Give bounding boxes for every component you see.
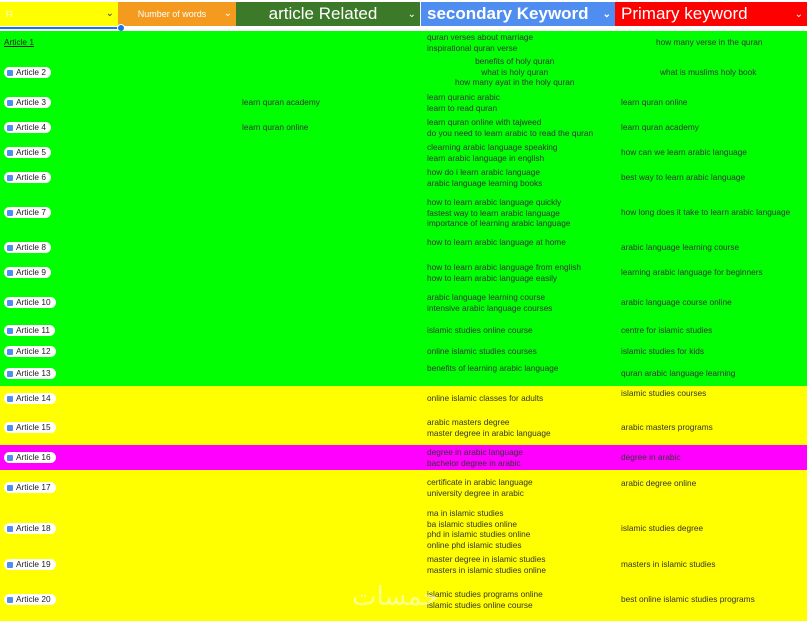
primary-keyword-cell[interactable]: arabic masters programs — [621, 422, 713, 432]
table-row — [0, 260, 807, 285]
table-row — [0, 361, 807, 386]
secondary-keyword: certificate in arabic language — [427, 477, 533, 487]
primary-keyword-cell[interactable]: degree in arabic — [621, 452, 681, 462]
article-chip-label: Article 19 — [16, 559, 51, 569]
table-row — [0, 320, 807, 341]
secondary-keyword-cell[interactable] — [427, 325, 533, 336]
chevron-down-icon[interactable]: ⌄ — [223, 8, 232, 19]
table-row — [0, 552, 807, 577]
table-row — [0, 140, 807, 165]
secondary-keyword-cell[interactable] — [427, 589, 543, 610]
article-chip-label: Article 4 — [16, 122, 46, 132]
table-row — [0, 445, 807, 470]
article-chip-label: Article 16 — [16, 452, 51, 462]
primary-keyword-cell[interactable]: arabic degree online — [621, 478, 697, 488]
secondary-keyword-cell[interactable] — [427, 417, 551, 438]
article-chip[interactable] — [4, 368, 56, 379]
chevron-down-icon[interactable]: ⌄ — [105, 8, 114, 19]
secondary-keyword: phd in islamic studies online — [427, 529, 531, 539]
table-row — [0, 31, 807, 54]
primary-keyword-cell[interactable]: best way to learn arabic language — [621, 172, 746, 182]
article-chip-label: Article 6 — [16, 172, 46, 182]
article-chip[interactable] — [4, 242, 51, 253]
primary-keyword-cell[interactable]: quran arabic language learning — [621, 368, 736, 378]
primary-keyword-cell[interactable]: arabic language learning course — [621, 242, 740, 252]
secondary-keyword: how to learn arabic language quickly — [427, 197, 562, 207]
table-row — [0, 235, 807, 260]
article-chip[interactable] — [4, 97, 51, 108]
article-chip[interactable] — [4, 422, 56, 433]
document-icon — [7, 371, 13, 377]
watermark: خمسات — [352, 582, 439, 612]
article-chip-label: Article 9 — [16, 267, 46, 277]
document-icon — [7, 125, 13, 131]
article-chip-label: Article 8 — [16, 242, 46, 252]
document-icon — [7, 70, 13, 76]
article-chip[interactable] — [4, 346, 56, 357]
related-article-cell[interactable]: learn quran online — [242, 122, 309, 132]
table-row — [0, 285, 807, 320]
secondary-keyword: how to learn arabic language at home — [427, 237, 566, 247]
article-chip-label: Article 3 — [16, 97, 46, 107]
secondary-keyword-cell[interactable] — [427, 363, 558, 374]
article-chip-label: Article 18 — [16, 523, 51, 533]
chevron-down-icon[interactable]: ⌄ — [794, 9, 803, 20]
document-icon — [7, 597, 13, 603]
secondary-keyword: university degree in arabic — [427, 487, 524, 498]
document-icon — [7, 526, 13, 532]
secondary-keyword: ma in islamic studies — [427, 508, 504, 518]
article-chip-label: Article 11 — [16, 325, 50, 335]
primary-keyword-cell[interactable]: islamic studies degree — [621, 523, 704, 533]
article-chip[interactable] — [4, 67, 51, 78]
article-chip[interactable] — [4, 393, 56, 404]
table-row — [0, 470, 807, 505]
table-row — [0, 505, 807, 552]
article-chip-label: Article 12 — [16, 346, 51, 356]
chevron-down-icon[interactable]: ⌄ — [407, 9, 416, 20]
article-chip-label: Article 14 — [16, 393, 51, 403]
secondary-keyword-cell[interactable] — [427, 197, 570, 229]
secondary-keyword: learn to read quran — [427, 102, 498, 113]
article-chip[interactable] — [4, 147, 51, 158]
primary-keyword-cell[interactable]: how many verse in the quran — [656, 37, 763, 47]
document-icon — [7, 245, 13, 251]
table-row — [0, 114, 807, 140]
secondary-keyword: intensive arabic language courses — [427, 302, 553, 313]
secondary-keyword-cell[interactable] — [427, 142, 558, 163]
document-icon — [7, 100, 13, 106]
secondary-keyword: learn quran online with tajweed — [427, 117, 542, 127]
secondary-keyword: online islamic studies courses — [427, 346, 537, 356]
secondary-keyword: online islamic classes for adults — [427, 393, 544, 403]
primary-keyword-cell[interactable]: learning arabic language for beginners — [621, 267, 763, 277]
secondary-keyword: what is holy quran — [481, 66, 549, 77]
article-link[interactable]: Article 1 — [4, 37, 34, 47]
article-chip[interactable] — [4, 207, 51, 218]
secondary-keyword: arabic language learning books — [427, 177, 543, 188]
filter-header-number-of-words[interactable] — [118, 2, 236, 26]
secondary-keyword: masters in islamic studies online — [427, 564, 546, 575]
primary-keyword-cell[interactable]: best online islamic studies programs — [621, 594, 755, 604]
secondary-keyword-cell[interactable] — [427, 32, 533, 53]
document-icon — [7, 328, 13, 334]
secondary-keyword: master degree in arabic language — [427, 427, 551, 438]
header-b-label: Number of words — [137, 9, 207, 19]
document-icon — [7, 485, 13, 491]
primary-keyword-cell[interactable]: islamic studies for kids — [621, 346, 704, 356]
document-icon — [7, 175, 13, 181]
selection-border — [0, 27, 120, 29]
secondary-keyword-cell[interactable] — [427, 92, 500, 113]
secondary-keyword: degree in arabic language — [427, 447, 523, 457]
secondary-keyword: importance of learning arabic language — [427, 218, 571, 228]
secondary-keyword: how many ayat in the holy quran — [455, 77, 575, 87]
secondary-keyword: learn arabic language in english — [427, 152, 545, 163]
secondary-keyword-cell[interactable] — [427, 237, 566, 248]
table-row — [0, 90, 807, 114]
primary-keyword-cell[interactable]: how long does it take to learn arabic language — [621, 207, 791, 217]
secondary-keyword: quran verses about marriage — [427, 32, 534, 42]
document-icon — [7, 455, 13, 461]
document-icon — [7, 210, 13, 216]
article-chip[interactable] — [4, 452, 56, 463]
secondary-keyword: fastest way to learn arabic language — [427, 207, 560, 218]
filter-header-a[interactable] — [0, 2, 118, 26]
secondary-keyword-cell[interactable] — [427, 167, 542, 188]
document-icon — [7, 300, 13, 306]
primary-keyword-cell[interactable]: learn quran online — [621, 97, 688, 107]
header-row — [0, 0, 807, 31]
chevron-down-icon[interactable]: ⌄ — [602, 9, 611, 20]
article-chip-label: Article 20 — [16, 594, 51, 604]
secondary-keyword: islamic studies online course — [427, 325, 533, 335]
secondary-keyword: benefits of holy quran — [475, 56, 555, 66]
primary-keyword-cell[interactable]: what is muslims holy book — [660, 67, 757, 77]
secondary-keyword: do you need to learn arabic to read the quran — [427, 127, 594, 138]
document-icon — [7, 150, 13, 156]
article-chip-label: Article 7 — [16, 207, 46, 217]
secondary-keyword: ba islamic studies online — [427, 518, 517, 529]
secondary-keyword: inspirational quran verse — [427, 42, 518, 53]
article-chip[interactable] — [4, 267, 51, 278]
secondary-keyword-cell[interactable] — [427, 117, 593, 138]
secondary-keyword-cell[interactable] — [427, 477, 533, 498]
article-chip-label: Article 13 — [16, 368, 51, 378]
article-chip-label: Article 10 — [16, 297, 51, 307]
filter-header-secondary-keyword[interactable] — [421, 2, 615, 26]
article-chip[interactable] — [4, 482, 56, 493]
header-d-label: secondary Keyword — [427, 4, 589, 23]
secondary-keyword-cell[interactable] — [427, 262, 581, 283]
primary-keyword-cell[interactable]: masters in islamic studies — [621, 559, 716, 569]
primary-keyword-cell[interactable]: arabic language course online — [621, 297, 732, 307]
document-icon — [7, 425, 13, 431]
secondary-keyword: clearning arabic language speaking — [427, 142, 558, 152]
document-icon — [7, 562, 13, 568]
secondary-keyword: learn quranic arabic — [427, 92, 500, 102]
secondary-keyword: online phd islamic studies — [427, 539, 522, 550]
secondary-keyword-cell[interactable] — [455, 56, 574, 88]
document-icon — [7, 349, 13, 355]
article-chip[interactable] — [4, 297, 56, 308]
secondary-keyword-cell[interactable] — [427, 346, 537, 357]
article-chip[interactable] — [4, 122, 51, 133]
article-chip-label: Article 2 — [16, 67, 46, 77]
header-c-label: article Related — [268, 4, 378, 23]
secondary-keyword-cell[interactable] — [427, 447, 523, 468]
secondary-keyword-cell[interactable] — [427, 393, 543, 404]
secondary-keyword: arabic language learning course — [427, 292, 546, 302]
filter-header-primary-keyword[interactable] — [615, 2, 807, 26]
article-chip[interactable] — [4, 559, 56, 570]
secondary-keyword: bachelor degree in arabic — [427, 457, 521, 468]
related-article-cell[interactable]: learn quran academy — [242, 97, 320, 107]
secondary-keyword: master degree in islamic studies — [427, 554, 546, 564]
secondary-keyword: how to learn arabic language from english — [427, 262, 582, 272]
secondary-keyword-cell[interactable] — [427, 554, 546, 575]
primary-keyword-cell[interactable]: islamic studies courses — [621, 388, 707, 398]
document-icon — [7, 270, 13, 276]
secondary-keyword-cell[interactable] — [427, 508, 530, 550]
filter-header-article-related[interactable] — [236, 2, 420, 26]
table-row — [0, 410, 807, 445]
secondary-keyword: how to learn arabic language easily — [427, 272, 558, 283]
table-row — [0, 341, 807, 361]
document-icon — [7, 396, 13, 402]
article-chip[interactable] — [4, 594, 56, 605]
header-e-label: Primary keyword — [621, 4, 748, 23]
secondary-keyword: how do i learn arabic language — [427, 167, 541, 177]
article-chip[interactable] — [4, 172, 51, 183]
primary-keyword-cell[interactable]: learn quran academy — [621, 122, 699, 132]
article-chip[interactable] — [4, 325, 55, 336]
secondary-keyword: arabic masters degree — [427, 417, 510, 427]
article-chip-label: Article 17 — [16, 482, 51, 492]
secondary-keyword: islamic studies programs online — [427, 589, 543, 599]
secondary-keyword: benefits of learning arabic language — [427, 363, 559, 373]
primary-keyword-cell[interactable]: centre for islamic studies — [621, 325, 713, 335]
table-row — [0, 386, 807, 410]
table-row — [0, 54, 807, 90]
article-chip[interactable] — [4, 523, 56, 534]
table-row — [0, 190, 807, 235]
secondary-keyword-cell[interactable] — [427, 292, 552, 313]
article-chip-label: Article 15 — [16, 422, 51, 432]
header-a-label: Fi — [6, 9, 13, 19]
primary-keyword-cell[interactable]: how can we learn arabic language — [621, 147, 747, 157]
article-chip-label: Article 5 — [16, 147, 46, 157]
secondary-keyword: islamic studies online course — [427, 599, 533, 610]
table-row — [0, 165, 807, 190]
